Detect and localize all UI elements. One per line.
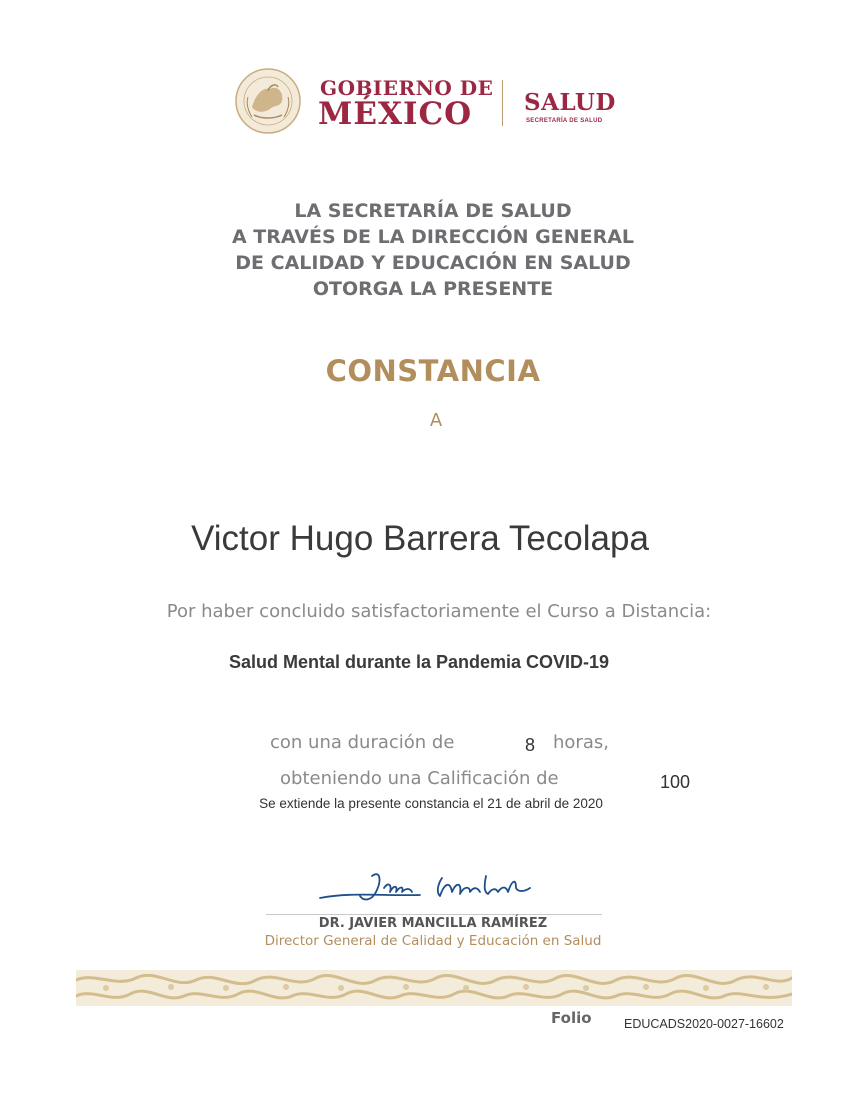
salud-subtitle: SECRETARÍA DE SALUD	[526, 118, 603, 124]
signer-name: DR. JAVIER MANCILLA RAMÍREZ	[318, 916, 548, 931]
issue-date-text: Se extiende la presente constancia el 21 de abril de 2020	[259, 796, 603, 811]
grade-value: 100	[660, 772, 691, 792]
intro-line-4: OTORGA LA PRESENTE	[312, 278, 554, 300]
grade-prefix: obteniendo una Calificación de	[280, 768, 559, 789]
certificate-title: CONSTANCIA	[325, 354, 541, 388]
duration-suffix: horas,	[553, 732, 609, 753]
duration-value: 8	[525, 735, 536, 755]
gobierno-label: GOBIERNO DE	[320, 76, 494, 100]
intro-line-1: LA SECRETARÍA DE SALUD	[294, 200, 572, 222]
duration-prefix: con una duración de	[270, 732, 455, 753]
intro-line-2: A TRAVÉS DE LA DIRECCIÓN GENERAL	[231, 226, 635, 248]
coat-of-arms-seal-icon	[234, 67, 302, 135]
salud-logo-text: SALUD	[524, 89, 616, 116]
intro-line-3: DE CALIDAD Y EDUCACIÓN EN SALUD	[235, 252, 631, 274]
to-label: A	[429, 410, 443, 431]
signature-line	[266, 914, 602, 915]
mexico-label: MÉXICO	[318, 96, 473, 132]
ornamental-band	[76, 970, 792, 1006]
intro-block	[0, 198, 850, 302]
folio-number: EDUCADS2020-0027-16602	[624, 1017, 784, 1031]
header-divider	[502, 80, 503, 126]
signer-title: Director General de Calidad y Educación en Salud	[264, 933, 602, 949]
folio-label: Folio	[551, 1009, 592, 1027]
recipient-name: Victor Hugo Barrera Tecolapa	[191, 519, 649, 558]
reason-text: Por haber concluido satisfactoriamente el Curso a Distancia:	[166, 601, 712, 622]
course-name: Salud Mental durante la Pandemia COVID-19	[228, 652, 610, 672]
handwritten-signature	[310, 862, 560, 914]
